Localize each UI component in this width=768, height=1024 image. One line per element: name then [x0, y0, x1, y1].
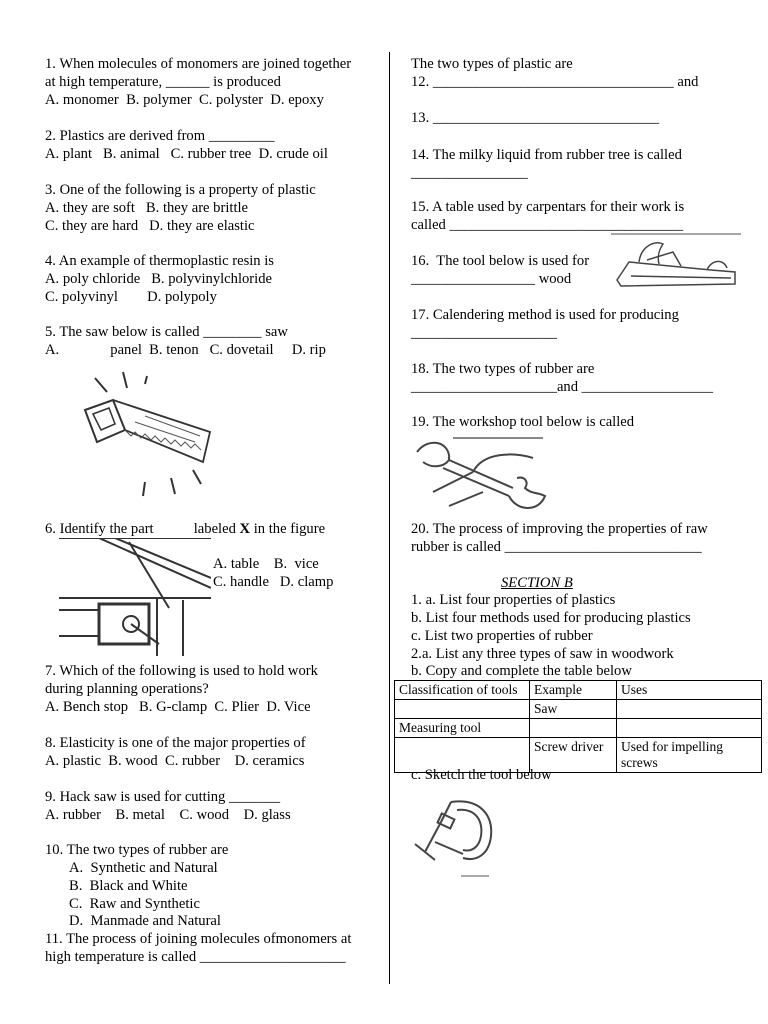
q6-label: 6. Identify the part labeled [45, 521, 236, 537]
q5-line1: 5. The saw below is called ________ saw [45, 324, 288, 340]
table-header-cell: Classification of tools [395, 681, 530, 700]
q19-line1: 19. The workshop tool below is called [411, 414, 635, 430]
vice-figure [59, 538, 211, 656]
q6-tail: in the figure [253, 521, 326, 537]
q16-line2: _________________ wood [411, 271, 572, 287]
q10-option-a: A. Synthetic and Natural [69, 860, 218, 876]
q17-line2: ____________________ [411, 325, 557, 341]
table-cell [530, 719, 617, 738]
section-b-heading: SECTION B [501, 575, 573, 591]
tools-classification-table [394, 680, 762, 773]
q15-line1: 15. A table used by carpentars for their work is [411, 199, 685, 215]
table-row [395, 700, 762, 719]
q9-line1: 9. Hack saw is used for cutting _______ [45, 789, 281, 805]
table-cell [617, 700, 762, 719]
sb-item-2a: 2.a. List any three types of saw in woodwork [411, 646, 674, 662]
sb-item-2b: b. Copy and complete the table below [411, 663, 632, 679]
table-cell [395, 738, 530, 773]
plane-figure [611, 232, 741, 290]
q4-options-b: C. polyvinyl D. polypoly [45, 289, 217, 305]
q1-line2: at high temperature, ______ is produced [45, 74, 281, 90]
q1-line1: 1. When molecules of monomers are joined together [45, 56, 352, 72]
q12-intro: The two types of plastic are [411, 56, 573, 72]
q13-line: 13. _______________________________ [411, 110, 660, 126]
table-cell: Saw [530, 700, 617, 719]
q2-options: A. plant B. animal C. rubber tree D. crude oil [45, 146, 328, 162]
q15-line2: called ________________________________ [411, 217, 683, 233]
q12-line: 12. _________________________________ and [411, 74, 699, 90]
q20-line2: rubber is called ___________________________ [411, 539, 702, 555]
q18-line1: 18. The two types of rubber are [411, 361, 595, 377]
q10-option-c: C. Raw and Synthetic [69, 896, 200, 912]
table-cell: Measuring tool [395, 719, 530, 738]
q5-options: A. panel B. tenon C. dovetail D. rip [45, 342, 326, 358]
q11-line1: 11. The process of joining molecules ofmonomers at [45, 931, 352, 947]
q20-line1: 20. The process of improving the properties of raw [411, 521, 708, 537]
q10-line1: 10. The two types of rubber are [45, 842, 229, 858]
q7-line2: during planning operations? [45, 681, 209, 697]
sb-item-1b: b. List four methods used for producing plastics [411, 610, 691, 626]
q8-line1: 8. Elasticity is one of the major properties of [45, 735, 306, 751]
q16-line1: 16. The tool below is used for [411, 253, 590, 269]
q6-x-marker: X [239, 521, 251, 537]
q17-line1: 17. Calendering method is used for producing [411, 307, 679, 323]
q14-line1: 14. The milky liquid from rubber tree is called [411, 147, 682, 163]
sb-item-1a: 1. a. List four properties of plastics [411, 592, 616, 608]
q18-line2: ____________________and __________________ [411, 379, 714, 395]
q14-line2: ________________ [411, 165, 528, 181]
table-header-cell: Example [530, 681, 617, 700]
q11-line2: high temperature is called ____________________ [45, 949, 346, 965]
q2-line1: 2. Plastics are derived from _________ [45, 128, 275, 144]
table-header-row [395, 681, 762, 700]
q3-line1: 3. One of the following is a property of plastic [45, 182, 316, 198]
q7-line1: 7. Which of the following is used to hold work [45, 663, 318, 679]
column-divider [389, 52, 390, 984]
table-header-cell: Uses [617, 681, 762, 700]
g-clamp-figure [411, 792, 501, 882]
q6-line1 [45, 520, 325, 538]
q4-options-a: A. poly chloride B. polyvinylchloride [45, 271, 272, 287]
q4-line1: 4. An example of thermoplastic resin is [45, 253, 274, 269]
q9-options: A. rubber B. metal C. wood D. glass [45, 807, 291, 823]
q3-options-b: C. they are hard D. they are elastic [45, 218, 255, 234]
q10-option-b: B. Black and White [69, 878, 188, 894]
table-cell [617, 719, 762, 738]
q7-options: A. Bench stop B. G-clamp C. Plier D. Vice [45, 699, 311, 715]
q3-options-a: A. they are soft B. they are brittle [45, 200, 249, 216]
spanner-figure [413, 432, 553, 516]
q6-options-a: A. table B. vice [213, 556, 319, 572]
table-cell: Used for impelling screws [617, 738, 762, 773]
q8-options: A. plastic B. wood C. rubber D. ceramics [45, 753, 305, 769]
q1-options: A. monomer B. polymer C. polyster D. epoxy [45, 92, 324, 108]
table-row [395, 738, 762, 773]
q10-option-d: D. Manmade and Natural [69, 913, 221, 929]
table-row [395, 719, 762, 738]
saw-figure [75, 370, 225, 500]
q6-options-b: C. handle D. clamp [213, 574, 334, 590]
sb-item-1c: c. List two properties of rubber [411, 628, 593, 644]
table-cell [395, 700, 530, 719]
table-cell: Screw driver [530, 738, 617, 773]
sb-sketch-instruction: c. Sketch the tool below [411, 767, 552, 783]
